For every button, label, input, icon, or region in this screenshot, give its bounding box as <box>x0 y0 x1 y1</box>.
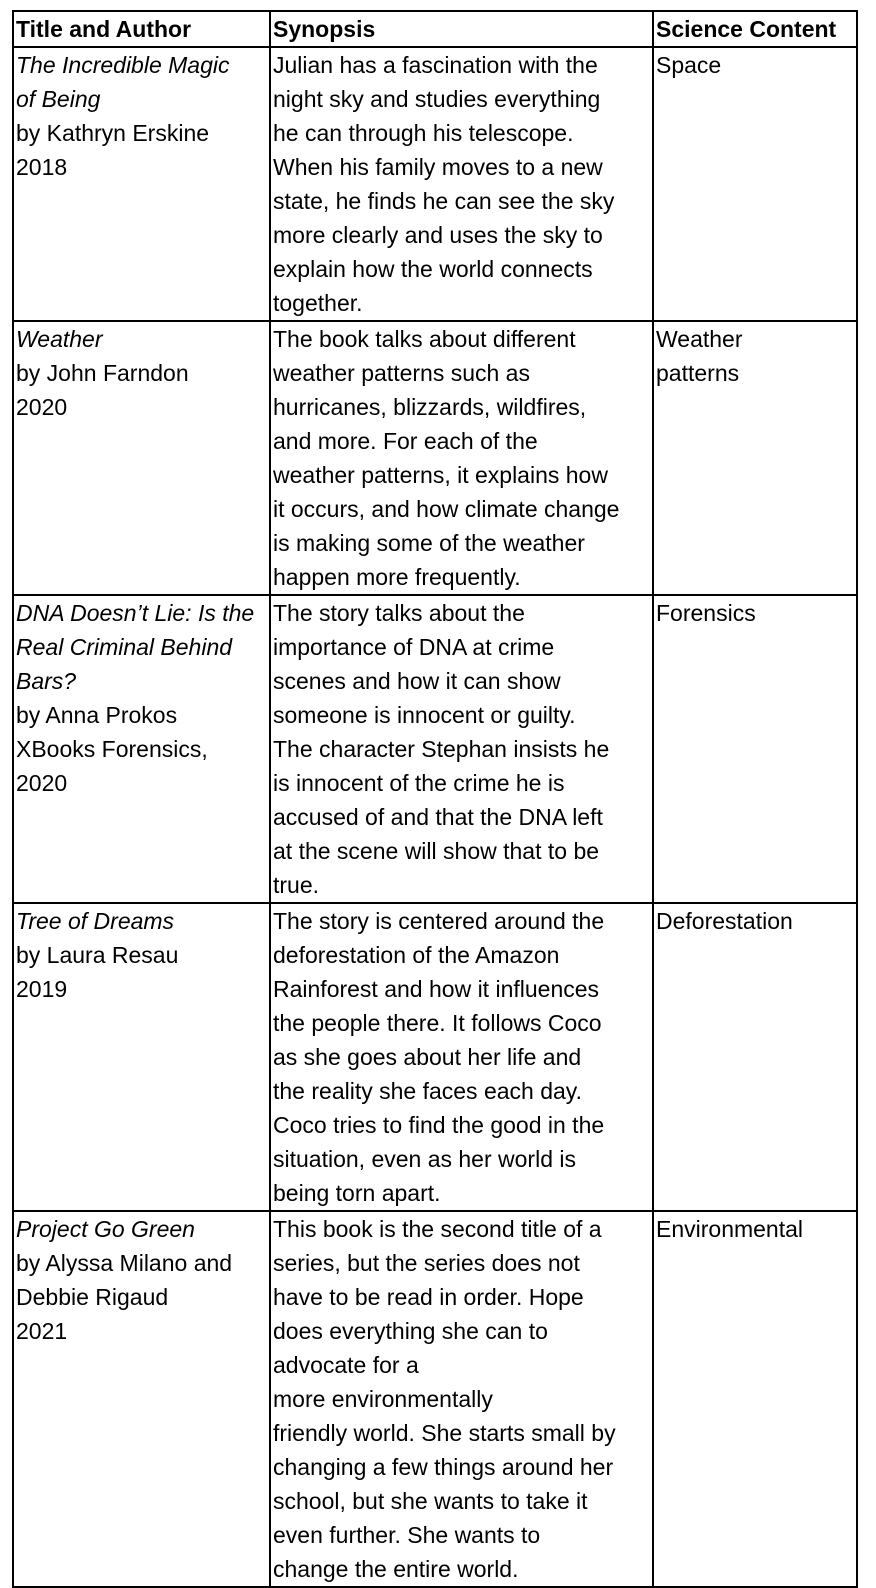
table-row <box>13 1211 857 1587</box>
table-row <box>13 595 857 903</box>
book-detail: XBooks Forensics, <box>16 736 208 762</box>
book-title: Tree of Dreams <box>16 908 175 934</box>
synopsis-line: weather patterns, it explains how <box>273 462 608 488</box>
synopsis-line: the reality she faces each day. <box>273 1078 582 1104</box>
synopsis-line: deforestation of the Amazon <box>273 942 560 968</box>
synopsis-cell <box>270 47 653 321</box>
book-author: by Kathryn Erskine <box>16 120 210 146</box>
synopsis-line: The story talks about the <box>273 600 525 626</box>
synopsis-line: advocate for a <box>273 1352 419 1378</box>
header-title-author: Title and Author <box>13 11 270 47</box>
synopsis-line: even further. She wants to <box>273 1522 541 1548</box>
synopsis-line: importance of DNA at crime <box>273 634 555 660</box>
synopsis-line: explain how the world connects <box>273 256 593 282</box>
book-year: 2019 <box>16 976 68 1002</box>
synopsis-line: hurricanes, blizzards, wildfires, <box>273 394 587 420</box>
synopsis-line: being torn apart. <box>273 1180 441 1206</box>
book-author: by Laura Resau <box>16 942 179 968</box>
book-table <box>12 10 858 1588</box>
synopsis-line: accused of and that the DNA left <box>273 804 603 830</box>
title-author-cell <box>13 595 270 903</box>
book-title: Bars? <box>16 668 77 694</box>
table-row <box>13 903 857 1211</box>
book-detail: Debbie Rigaud <box>16 1284 169 1310</box>
title-author-cell <box>13 903 270 1211</box>
science-content-cell <box>653 595 857 903</box>
science-content-cell <box>653 1211 857 1587</box>
synopsis-line: someone is innocent or guilty. <box>273 702 576 728</box>
synopsis-line: Coco tries to find the good in the <box>273 1112 605 1138</box>
synopsis-line: Rainforest and how it influences <box>273 976 600 1002</box>
synopsis-line: at the scene will show that to be <box>273 838 600 864</box>
synopsis-line: have to be read in order. Hope <box>273 1284 584 1310</box>
synopsis-line: is innocent of the crime he is <box>273 770 565 796</box>
synopsis-line: is making some of the weather <box>273 530 585 556</box>
book-author: by John Farndon <box>16 360 189 386</box>
header-science-content: Science Content <box>653 11 857 47</box>
book-title: The Incredible Magic <box>16 52 230 78</box>
synopsis-line: he can through his telescope. <box>273 120 574 146</box>
synopsis-line: and more. For each of the <box>273 428 538 454</box>
science-topic: Weather <box>656 326 743 352</box>
synopsis-line: the people there. It follows Coco <box>273 1010 602 1036</box>
synopsis-line: does everything she can to <box>273 1318 548 1344</box>
synopsis-cell <box>270 1211 653 1587</box>
synopsis-line: school, but she wants to take it <box>273 1488 588 1514</box>
title-author-cell <box>13 1211 270 1587</box>
science-topic: Environmental <box>656 1216 804 1242</box>
synopsis-line: change the entire world. <box>273 1556 519 1582</box>
synopsis-line: state, he finds he can see the sky <box>273 188 615 214</box>
title-author-cell <box>13 47 270 321</box>
book-title: of Being <box>16 86 101 112</box>
header-synopsis: Synopsis <box>270 11 653 47</box>
science-topic: Forensics <box>656 600 756 626</box>
synopsis-line: changing a few things around her <box>273 1454 614 1480</box>
synopsis-line: more clearly and uses the sky to <box>273 222 603 248</box>
book-author: by Anna Prokos <box>16 702 178 728</box>
book-year: 2020 <box>16 394 68 420</box>
synopsis-line: it occurs, and how climate change <box>273 496 620 522</box>
synopsis-line: The character Stephan insists he <box>273 736 610 762</box>
book-year: 2020 <box>16 770 68 796</box>
table-body <box>13 47 857 1587</box>
synopsis-line: scenes and how it can show <box>273 668 561 694</box>
synopsis-line: more environmentally <box>273 1386 493 1412</box>
table-row <box>13 47 857 321</box>
book-year: 2021 <box>16 1318 68 1344</box>
science-content-cell <box>653 47 857 321</box>
synopsis-line: true. <box>273 872 320 898</box>
synopsis-line: When his family moves to a new <box>273 154 603 180</box>
synopsis-cell <box>270 903 653 1211</box>
synopsis-line: together. <box>273 290 363 316</box>
book-title: Real Criminal Behind <box>16 634 233 660</box>
science-content-cell <box>653 321 857 595</box>
synopsis-line: This book is the second title of a <box>273 1216 602 1242</box>
book-title: Project Go Green <box>16 1216 195 1242</box>
title-author-cell <box>13 321 270 595</box>
synopsis-line: happen more frequently. <box>273 564 521 590</box>
synopsis-cell <box>270 321 653 595</box>
science-topic: patterns <box>656 360 740 386</box>
science-topic: Deforestation <box>656 908 793 934</box>
synopsis-line: The story is centered around the <box>273 908 605 934</box>
table-row <box>13 321 857 595</box>
book-author: by Alyssa Milano and <box>16 1250 233 1276</box>
synopsis-line: situation, even as her world is <box>273 1146 576 1172</box>
synopsis-cell <box>270 595 653 903</box>
book-year: 2018 <box>16 154 68 180</box>
synopsis-line: weather patterns such as <box>273 360 530 386</box>
science-topic: Space <box>656 52 722 78</box>
synopsis-line: as she goes about her life and <box>273 1044 582 1070</box>
synopsis-line: series, but the series does not <box>273 1250 580 1276</box>
header-row <box>13 11 857 47</box>
synopsis-line: friendly world. She starts small by <box>273 1420 616 1446</box>
synopsis-line: Julian has a fascination with the <box>273 52 598 78</box>
book-title: Weather <box>16 326 103 352</box>
synopsis-line: The book talks about different <box>273 326 576 352</box>
science-content-cell <box>653 903 857 1211</box>
book-title: DNA Doesn’t Lie: Is the <box>16 600 255 626</box>
synopsis-line: night sky and studies everything <box>273 86 601 112</box>
